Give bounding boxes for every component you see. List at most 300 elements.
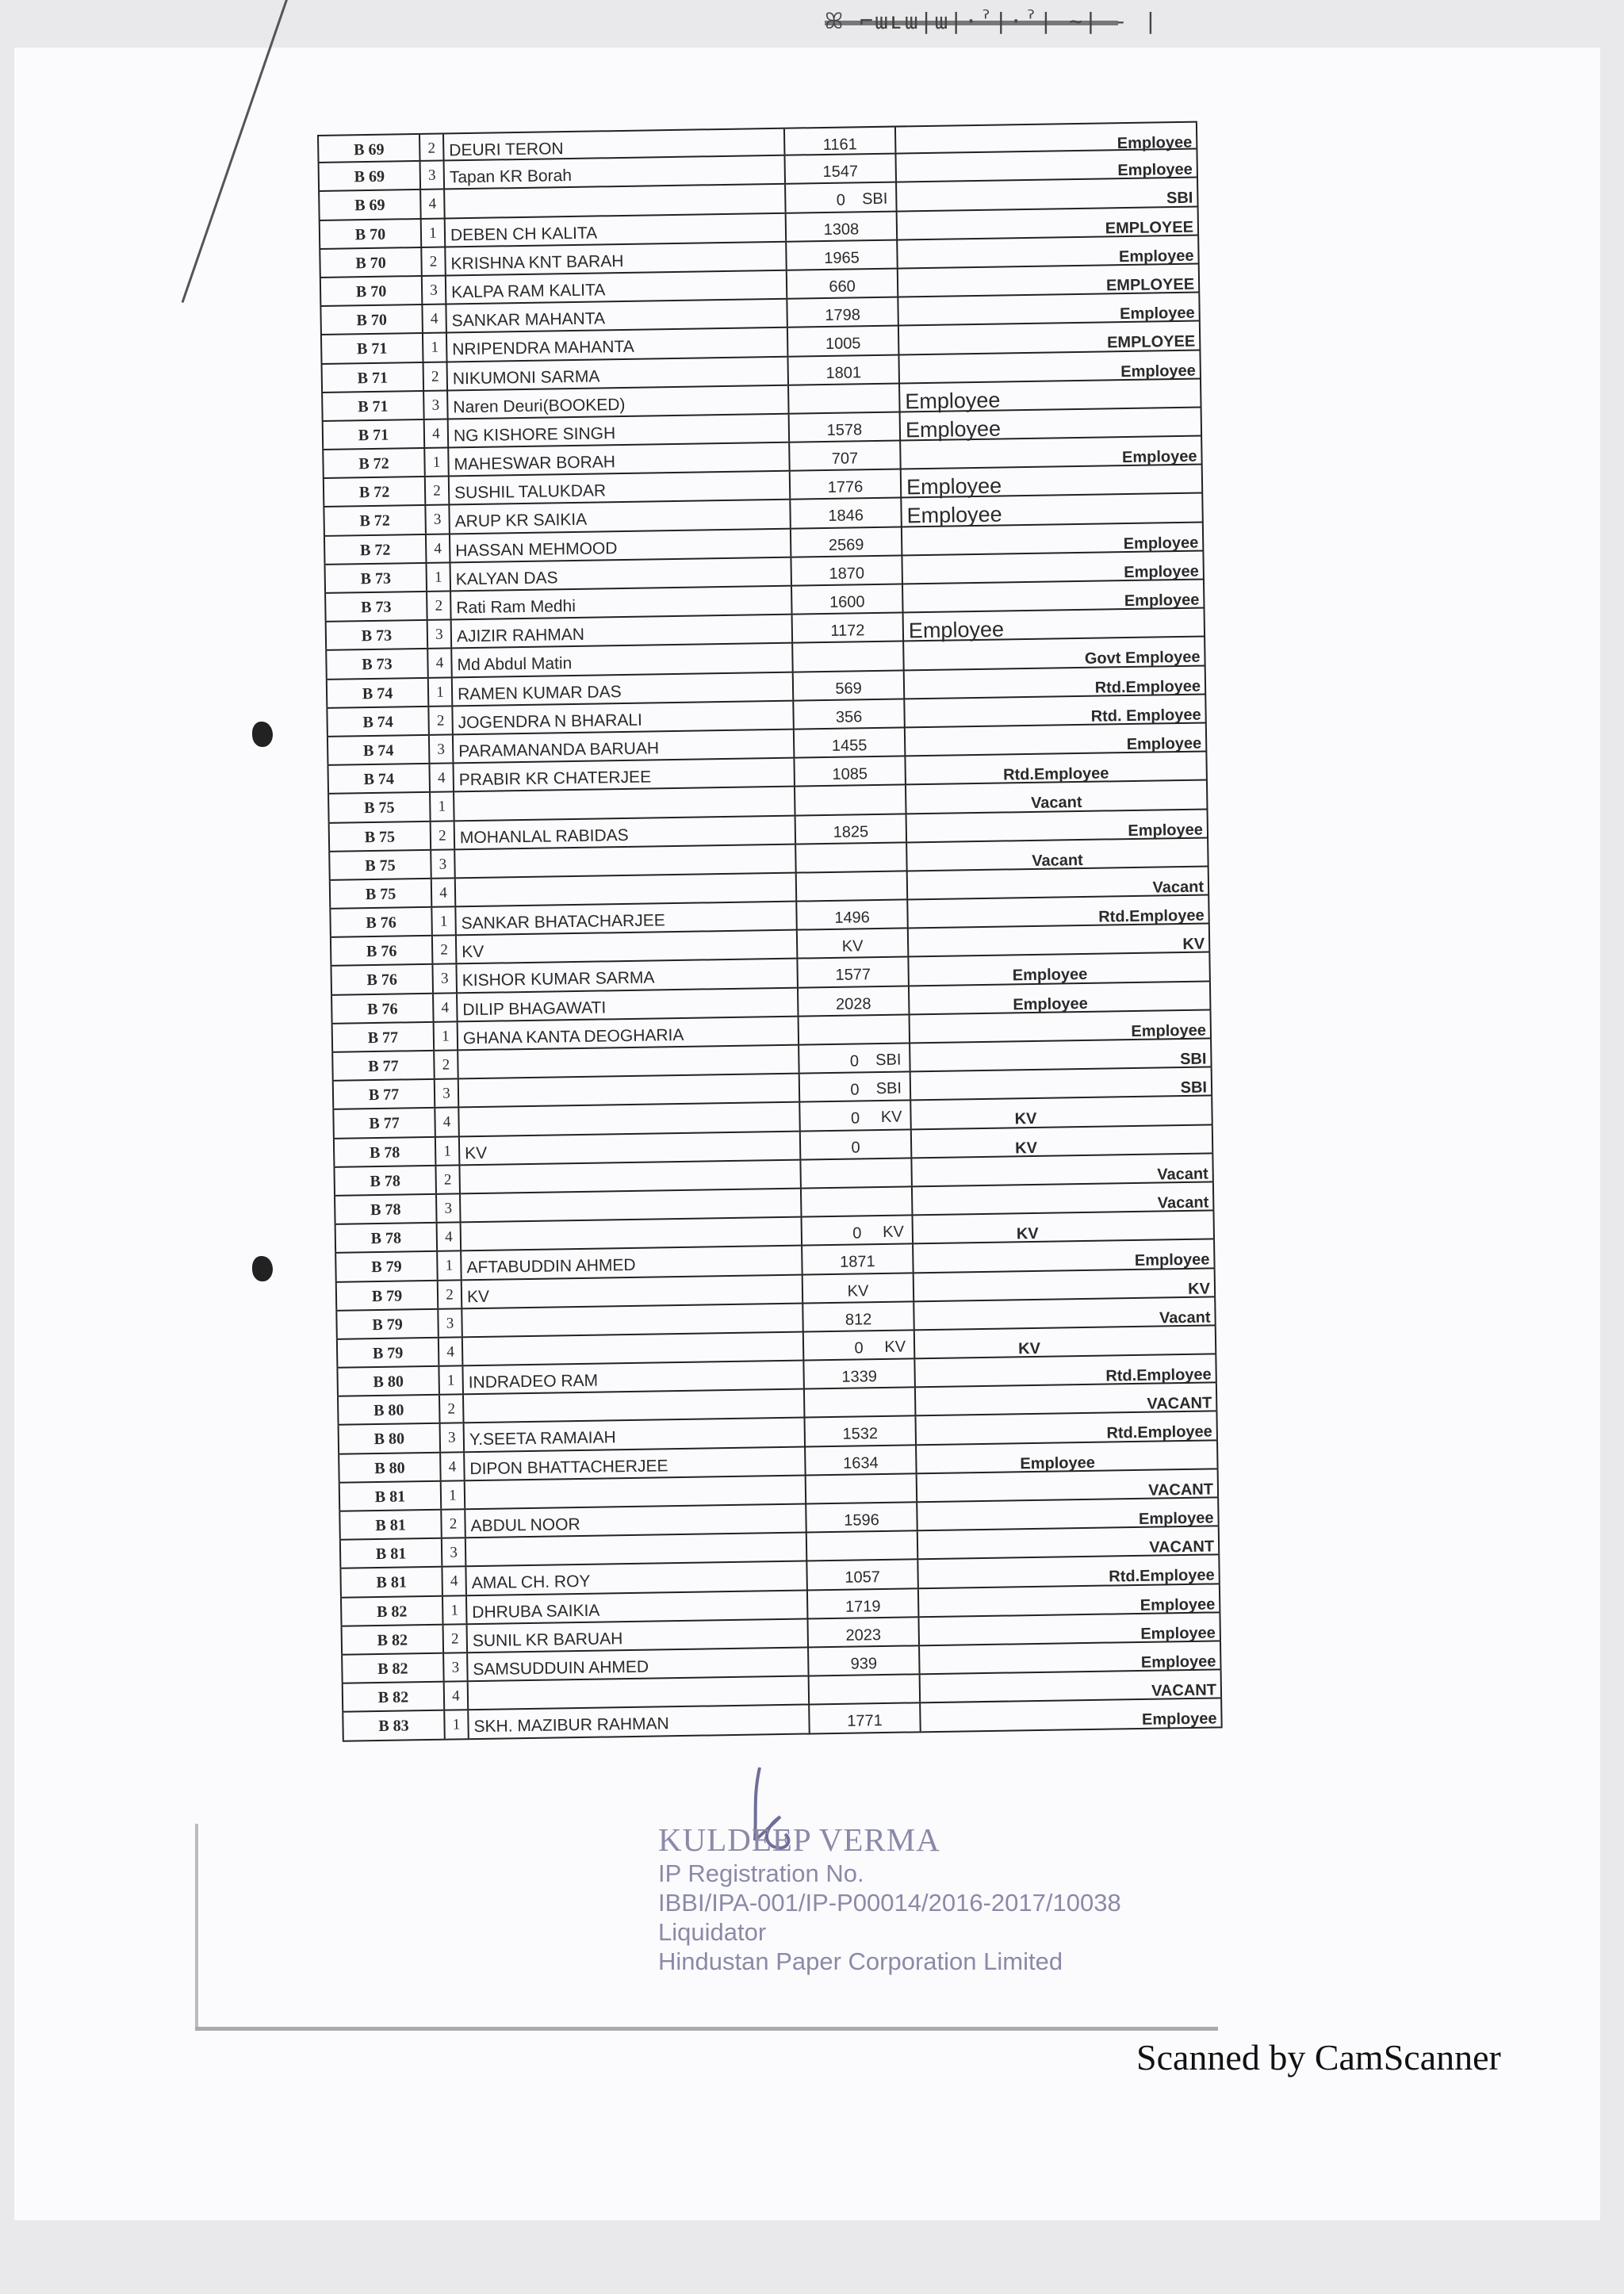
- occupant-name-cell: ABDUL NOOR: [465, 1505, 806, 1538]
- meter-value: 0: [852, 1224, 862, 1243]
- meter-value: 1596: [844, 1511, 879, 1530]
- meter-value: 0: [850, 1081, 860, 1099]
- occupant-name-cell: SUSHIL TALUKDAR: [450, 472, 791, 504]
- meter-reading-cell: [794, 671, 906, 699]
- quarter-cell: B 74: [327, 764, 431, 793]
- status-cell: Vacant: [912, 1154, 1213, 1185]
- unit-cell: 2: [429, 707, 454, 734]
- meter-value: 1496: [834, 909, 871, 927]
- status-cell: Employee: [898, 236, 1199, 267]
- unit-cell: 3: [430, 735, 454, 763]
- meter-value: 0: [851, 1138, 860, 1157]
- occupant-name-cell: KV: [462, 1275, 803, 1308]
- occupant-name-cell: Md Abdul Matin: [452, 644, 793, 676]
- meter-value: 1798: [825, 306, 861, 325]
- meter-reading-cell: [795, 757, 906, 786]
- status-cell: Employee: [906, 723, 1207, 755]
- meter-reading-cell: [795, 786, 907, 814]
- status-cell: Employee: [910, 1010, 1212, 1042]
- quarter-cell: B 80: [336, 1367, 440, 1396]
- meter-value: 1871: [839, 1253, 875, 1272]
- quarter-cell: B 70: [319, 220, 423, 248]
- occupant-name-cell: KALYAN DAS: [451, 557, 792, 590]
- occupant-name-cell: ARUP KR SAIKIA: [450, 500, 791, 533]
- meter-value: 2028: [835, 994, 871, 1013]
- quarter-cell: B 72: [324, 535, 427, 564]
- status-cell: Employee: [901, 437, 1202, 469]
- quarter-cell: B 81: [339, 1482, 442, 1511]
- meter-value: 1776: [827, 478, 864, 497]
- status-cell: Employee: [919, 1613, 1220, 1645]
- unit-cell: 2: [436, 1166, 461, 1193]
- status-cell: Employee: [901, 408, 1202, 439]
- meter-reading-cell: [791, 470, 902, 499]
- quarter-cell: B 72: [323, 477, 427, 506]
- occupant-name-cell: MAHESWAR BORAH: [449, 443, 790, 476]
- status-cell: Employee: [917, 1441, 1218, 1473]
- occupant-name-cell: AMAL CH. ROY: [466, 1562, 807, 1595]
- scan-edge-left: [195, 1824, 198, 2030]
- stamp-name: KULDEEP VERMA: [658, 1821, 940, 1858]
- unit-cell: 4: [428, 649, 453, 677]
- meter-reading-cell: [785, 155, 897, 183]
- meter-value: 1801: [825, 363, 862, 382]
- quarter-cell: B 82: [341, 1654, 445, 1683]
- quarter-cell: B 72: [322, 449, 426, 477]
- status-cell: Vacant: [908, 867, 1209, 898]
- quarter-cell: B 73: [325, 621, 429, 649]
- status-cell: Employee: [899, 350, 1201, 382]
- meter-value: 1825: [833, 822, 869, 841]
- status-cell: Vacant: [913, 1182, 1214, 1214]
- quarter-cell: B 77: [331, 1023, 435, 1051]
- status-cell: EMPLOYEE: [898, 264, 1200, 296]
- occupant-name-cell: DILIP BHAGAWATI: [458, 988, 799, 1021]
- meter-reading-cell: [801, 1158, 913, 1187]
- meter-value: 2569: [828, 535, 864, 554]
- meter-reading-cell: [793, 614, 905, 642]
- occupant-name-cell: DEURI TERON: [444, 129, 785, 160]
- unit-cell: 3: [433, 965, 458, 993]
- meter-reading-cell: [789, 384, 901, 412]
- meter-reading-cell: [794, 699, 906, 728]
- quarter-cell: B 71: [321, 392, 425, 420]
- occupant-name-cell: GHANA KANTA DEOGHARIA: [458, 1017, 799, 1049]
- unit-cell: 4: [421, 190, 446, 218]
- occupant-name-cell: Rati Ram Medhi: [451, 587, 792, 619]
- meter-value: 1577: [835, 966, 871, 985]
- meter-reading-cell: [806, 1417, 917, 1446]
- occupant-name-cell: MOHANLAL RABIDAS: [455, 816, 796, 848]
- unit-cell: 3: [439, 1309, 463, 1337]
- status-cell: Employee: [898, 293, 1200, 325]
- unit-cell: 3: [437, 1194, 462, 1222]
- status-cell: Vacant: [906, 781, 1208, 813]
- meter-reading-cell: [804, 1331, 916, 1359]
- quarter-cell: B 74: [327, 736, 431, 764]
- meter-reading-cell: [796, 814, 908, 843]
- meter-value: 1846: [828, 507, 864, 526]
- status-cell: Vacant: [914, 1297, 1216, 1329]
- status-cell: Employee: [919, 1584, 1220, 1616]
- occupant-name-cell: KISHOR KUMAR SARMA: [457, 959, 798, 992]
- occupant-name-cell: [463, 1332, 804, 1365]
- unit-cell: 1: [431, 793, 455, 821]
- status-cell: KV: [912, 1125, 1213, 1157]
- unit-cell: 1: [423, 334, 448, 362]
- status-cell: Employee: [904, 609, 1205, 641]
- unit-cell: 4: [442, 1568, 467, 1595]
- meter-value: 0: [836, 191, 846, 210]
- unit-cell: 3: [441, 1424, 465, 1452]
- quarter-cell: B 69: [317, 135, 420, 162]
- status-cell: Employee: [907, 810, 1208, 841]
- occupant-name-cell: Naren Deuri(BOOKED): [448, 385, 789, 418]
- status-cell: Rtd.Employee: [905, 666, 1206, 698]
- meter-value: KV: [847, 1281, 869, 1300]
- quarters-allotment-table: [317, 121, 1223, 1742]
- meter-value: KV: [841, 937, 864, 956]
- meter-reading-cell: [787, 269, 899, 297]
- meter-reading-cell: [792, 584, 904, 613]
- status-cell: Employee: [910, 982, 1211, 1013]
- meter-reading-cell: [796, 843, 908, 871]
- quarter-cell: B 80: [337, 1396, 441, 1424]
- meter-reading-cell: [797, 871, 909, 900]
- meter-reading-cell: [806, 1474, 918, 1503]
- quarter-cell: B 78: [334, 1195, 438, 1224]
- meter-reading-cell: [802, 1187, 914, 1216]
- quarter-cell: B 71: [322, 420, 426, 449]
- meter-value: 1965: [824, 249, 860, 267]
- meter-reading-cell: [798, 958, 910, 986]
- meter-reading-cell: [810, 1675, 921, 1703]
- occupant-name-cell: DIPON BHATTACHERJEE: [465, 1447, 806, 1480]
- quarter-cell: B 79: [335, 1309, 439, 1338]
- occupant-name-cell: NIKUMONI SARMA: [448, 357, 789, 389]
- occupant-name-cell: KV: [460, 1132, 801, 1164]
- punch-hole-lower: [252, 1256, 273, 1281]
- status-cell: Rtd.Employee: [906, 753, 1207, 784]
- occupant-name-cell: Y.SEETA RAMAIAH: [465, 1419, 806, 1451]
- meter-reading-cell: [808, 1589, 920, 1618]
- meter-reading-cell: [804, 1359, 916, 1388]
- meter-reading-cell: [807, 1561, 919, 1589]
- quarter-cell: B 70: [319, 248, 423, 277]
- meter-value: 569: [835, 679, 862, 698]
- meter-value: 1085: [832, 765, 868, 784]
- status-cell: VACANT: [921, 1670, 1222, 1702]
- occupant-name-cell: [465, 1476, 806, 1508]
- meter-value: 356: [835, 708, 863, 726]
- status-cell: Rtd.Employee: [916, 1412, 1217, 1444]
- occupant-name-cell: NG KISHORE SINGH: [449, 415, 790, 447]
- occupant-tag: KV: [880, 1108, 902, 1127]
- unit-cell: 3: [423, 276, 447, 304]
- occupant-name-cell: HASSAN MEHMOOD: [450, 529, 791, 561]
- unit-cell: 4: [434, 994, 458, 1021]
- unit-cell: 2: [439, 1281, 463, 1308]
- stamp-line-ibbi-number: IBBI/IPA-001/IP-P00014/2016-2017/10038: [658, 1889, 1121, 1917]
- unit-cell: 4: [441, 1453, 465, 1480]
- meter-reading-cell: [799, 1015, 911, 1044]
- meter-reading-cell: [805, 1388, 917, 1417]
- occupant-name-cell: [459, 1074, 800, 1107]
- meter-value: 812: [845, 1310, 872, 1329]
- quarter-cell: B 81: [339, 1539, 443, 1568]
- meter-value: 1308: [823, 220, 860, 239]
- status-cell: Employee: [902, 465, 1203, 497]
- status-cell: SBI: [911, 1068, 1212, 1100]
- unit-cell: 2: [420, 134, 445, 160]
- unit-cell: 1: [429, 678, 454, 706]
- meter-reading-cell: [791, 527, 903, 556]
- occupant-name-cell: PARAMANANDA BARUAH: [454, 730, 795, 763]
- quarter-cell: B 74: [326, 678, 430, 707]
- quarter-cell: B 79: [335, 1281, 439, 1309]
- meter-value: 1634: [842, 1453, 879, 1473]
- quarter-cell: B 76: [330, 936, 434, 965]
- quarter-cell: B 79: [335, 1252, 439, 1281]
- meter-reading-cell: [790, 412, 902, 441]
- status-cell: Employee: [921, 1699, 1222, 1731]
- meter-reading-cell: [802, 1245, 914, 1273]
- quarter-cell: B 77: [331, 1051, 435, 1080]
- status-cell: EMPLOYEE: [899, 322, 1201, 354]
- status-cell: Rtd.Employee: [918, 1556, 1220, 1587]
- unit-cell: 1: [436, 1137, 461, 1165]
- unit-cell: 1: [425, 449, 450, 477]
- meter-reading-cell: [787, 212, 898, 240]
- quarter-cell: B 72: [323, 506, 427, 534]
- unit-cell: 3: [442, 1538, 467, 1566]
- occupant-name-cell: SAMSUDDUIN AHMED: [468, 1648, 809, 1680]
- unit-cell: 2: [442, 1510, 466, 1538]
- status-cell: Employee: [900, 379, 1201, 411]
- meter-reading-cell: [791, 499, 902, 527]
- status-cell: Employee: [902, 523, 1204, 554]
- quarter-cell: B 81: [339, 1511, 442, 1539]
- unit-cell: 3: [435, 1080, 460, 1108]
- meter-reading-cell: [798, 929, 910, 958]
- unit-cell: 1: [432, 907, 457, 935]
- status-cell: Employee: [903, 580, 1205, 611]
- meter-reading-cell: [809, 1646, 921, 1675]
- status-cell: Employee: [902, 551, 1204, 583]
- meter-reading-cell: [793, 642, 905, 671]
- quarter-cell: B 73: [325, 649, 429, 678]
- meter-reading-cell: [787, 240, 898, 269]
- status-cell: Rtd.Employee: [908, 896, 1209, 928]
- occupant-name-cell: [458, 1046, 799, 1078]
- status-cell: KV: [911, 1097, 1212, 1128]
- unit-cell: 1: [422, 219, 446, 247]
- status-cell: Employee: [914, 1240, 1215, 1272]
- meter-value: 0: [849, 1052, 860, 1070]
- occupant-name-cell: [454, 787, 795, 820]
- unit-cell: 1: [443, 1596, 468, 1624]
- occupant-name-cell: DHRUBA SAIKIA: [467, 1591, 808, 1623]
- occupant-name-cell: [445, 185, 786, 217]
- status-cell: Rtd.Employee: [915, 1354, 1216, 1386]
- occupant-name-cell: [461, 1189, 802, 1222]
- status-cell: SBI: [910, 1039, 1212, 1070]
- unit-cell: 2: [431, 821, 456, 849]
- quarter-cell: B 80: [338, 1424, 442, 1453]
- occupant-name-cell: [456, 873, 797, 906]
- status-cell: Rtd. Employee: [905, 695, 1206, 726]
- meter-reading-cell: [799, 1044, 911, 1072]
- stamp-line-company: Hindustan Paper Corporation Limited: [658, 1947, 1063, 1975]
- unit-cell: 2: [444, 1625, 469, 1653]
- occupant-name-cell: SANKAR BHATACHARJEE: [456, 902, 797, 935]
- unit-cell: 2: [433, 936, 458, 964]
- meter-value: 1161: [822, 136, 857, 154]
- unit-cell: 1: [442, 1481, 466, 1509]
- quarter-cell: B 73: [324, 564, 428, 592]
- meter-value: 0: [850, 1109, 860, 1128]
- occupant-name-cell: AFTABUDDIN AHMED: [462, 1247, 802, 1279]
- quarter-cell: B 77: [332, 1109, 436, 1137]
- meter-reading-cell: [787, 298, 899, 327]
- unit-cell: 2: [426, 477, 450, 505]
- scanner-watermark: Scanned by CamScanner: [1136, 2037, 1501, 2078]
- occupant-name-cell: AJIZIR RAHMAN: [452, 615, 793, 648]
- meter-value: 939: [850, 1655, 878, 1673]
- status-cell: Employee: [920, 1641, 1221, 1673]
- unit-cell: 1: [435, 1022, 459, 1050]
- status-cell: Govt Employee: [904, 638, 1205, 669]
- quarter-cell: B 74: [326, 707, 430, 736]
- occupant-name-cell: [464, 1390, 805, 1423]
- occupant-tag: KV: [884, 1338, 906, 1356]
- occupant-name-cell: NRIPENDRA MAHANTA: [447, 328, 788, 361]
- unit-cell: 3: [444, 1653, 469, 1681]
- unit-cell: 2: [424, 362, 449, 390]
- liquidator-stamp: [658, 1821, 1121, 1976]
- unit-cell: 4: [430, 764, 454, 792]
- meter-value: 1870: [829, 565, 865, 583]
- meter-reading-cell: [791, 556, 903, 584]
- occupant-name-cell: KALPA RAM KALITA: [446, 271, 787, 304]
- meter-reading-cell: [803, 1302, 915, 1331]
- quarter-cell: B 75: [328, 821, 432, 850]
- meter-value: 1578: [826, 421, 863, 439]
- occupant-name-cell: [466, 1534, 807, 1566]
- meter-reading-cell: [800, 1073, 912, 1101]
- quarter-cell: B 73: [324, 592, 428, 621]
- occupant-name-cell: [455, 844, 796, 877]
- quarter-cell: B 83: [342, 1711, 446, 1740]
- punch-hole-upper: [252, 722, 273, 747]
- meter-reading-cell: [799, 986, 910, 1015]
- quarter-cell: B 75: [329, 879, 433, 908]
- unit-cell: 3: [428, 621, 453, 649]
- status-cell: Vacant: [907, 838, 1208, 870]
- meter-value: 1005: [825, 335, 861, 354]
- unit-cell: 2: [440, 1396, 465, 1423]
- occupant-name-cell: SUNIL KR BARUAH: [468, 1619, 809, 1652]
- meter-value: 1547: [822, 163, 859, 182]
- meter-value: 1532: [842, 1425, 879, 1444]
- occupant-tag: SBI: [875, 1079, 902, 1098]
- occupant-tag: SBI: [875, 1051, 902, 1070]
- occupant-name-cell: DEBEN CH KALITA: [446, 213, 787, 246]
- status-cell: KV: [915, 1326, 1216, 1358]
- quarter-cell: B 78: [335, 1224, 439, 1252]
- meter-reading-cell: [788, 327, 900, 355]
- status-cell: EMPLOYEE: [898, 207, 1199, 239]
- meter-reading-cell: [807, 1532, 919, 1561]
- meter-reading-cell: [802, 1216, 914, 1244]
- unit-cell: 3: [426, 506, 450, 534]
- meter-reading-cell: [803, 1273, 915, 1302]
- quarter-cell: B 71: [320, 334, 424, 362]
- status-cell: Employee: [909, 953, 1210, 985]
- occupant-name-cell: JOGENDRA N BHARALI: [453, 701, 794, 733]
- unit-cell: 2: [427, 592, 452, 619]
- stamp-line-registration: IP Registration No.: [658, 1859, 864, 1887]
- unit-cell: 4: [423, 305, 447, 333]
- unit-cell: 4: [425, 419, 450, 447]
- status-cell: KV: [909, 925, 1210, 956]
- unit-cell: 3: [424, 391, 449, 419]
- occupant-name-cell: SKH. MAZIBUR RAHMAN: [469, 1706, 810, 1738]
- meter-value: 707: [831, 450, 859, 468]
- meter-reading-cell: [790, 442, 902, 470]
- meter-reading-cell: [810, 1704, 921, 1733]
- quarter-cell: B 76: [330, 965, 434, 994]
- status-cell: Employee: [917, 1498, 1219, 1530]
- occupant-name-cell: RAMEN KUMAR DAS: [453, 672, 794, 705]
- meter-value: 1057: [845, 1568, 881, 1587]
- unit-cell: 4: [439, 1338, 464, 1365]
- meter-value: 1339: [841, 1368, 878, 1386]
- status-cell: Employee: [896, 123, 1197, 153]
- unit-cell: 4: [438, 1223, 462, 1250]
- meter-reading-cell: [808, 1618, 920, 1646]
- unit-cell: 1: [439, 1366, 464, 1394]
- meter-value: 1719: [845, 1597, 881, 1616]
- quarter-cell: B 75: [328, 851, 432, 879]
- meter-value: 1172: [830, 622, 865, 641]
- meter-reading-cell: [806, 1503, 918, 1531]
- meter-reading-cell: [795, 728, 906, 756]
- status-cell: VACANT: [916, 1384, 1217, 1415]
- occupant-name-cell: [469, 1677, 810, 1710]
- unit-cell: 1: [445, 1711, 469, 1739]
- quarter-cell: B 82: [340, 1596, 444, 1625]
- occupant-name-cell: [462, 1304, 803, 1336]
- meter-reading-cell: [797, 900, 909, 929]
- unit-cell: 1: [438, 1252, 462, 1280]
- status-cell: VACANT: [917, 1469, 1219, 1501]
- occupant-name-cell: PRABIR KR CHATERJEE: [454, 759, 795, 791]
- occupant-name-cell: KRISHNA KNT BARAH: [446, 242, 787, 274]
- quarter-cell: B 81: [339, 1568, 443, 1596]
- meter-reading-cell: [785, 128, 896, 155]
- occupant-name-cell: INDRADEO RAM: [463, 1361, 804, 1394]
- unit-cell: 4: [432, 879, 457, 906]
- occupant-tag: SBI: [861, 190, 888, 209]
- status-cell: KV: [914, 1269, 1216, 1300]
- quarter-cell: B 82: [342, 1683, 446, 1711]
- occupant-name-cell: [460, 1160, 801, 1193]
- stamp-line-role: Liquidator: [658, 1918, 767, 1946]
- unit-cell: 3: [431, 850, 456, 878]
- quarter-cell: B 70: [320, 277, 423, 305]
- meter-reading-cell: [806, 1446, 917, 1474]
